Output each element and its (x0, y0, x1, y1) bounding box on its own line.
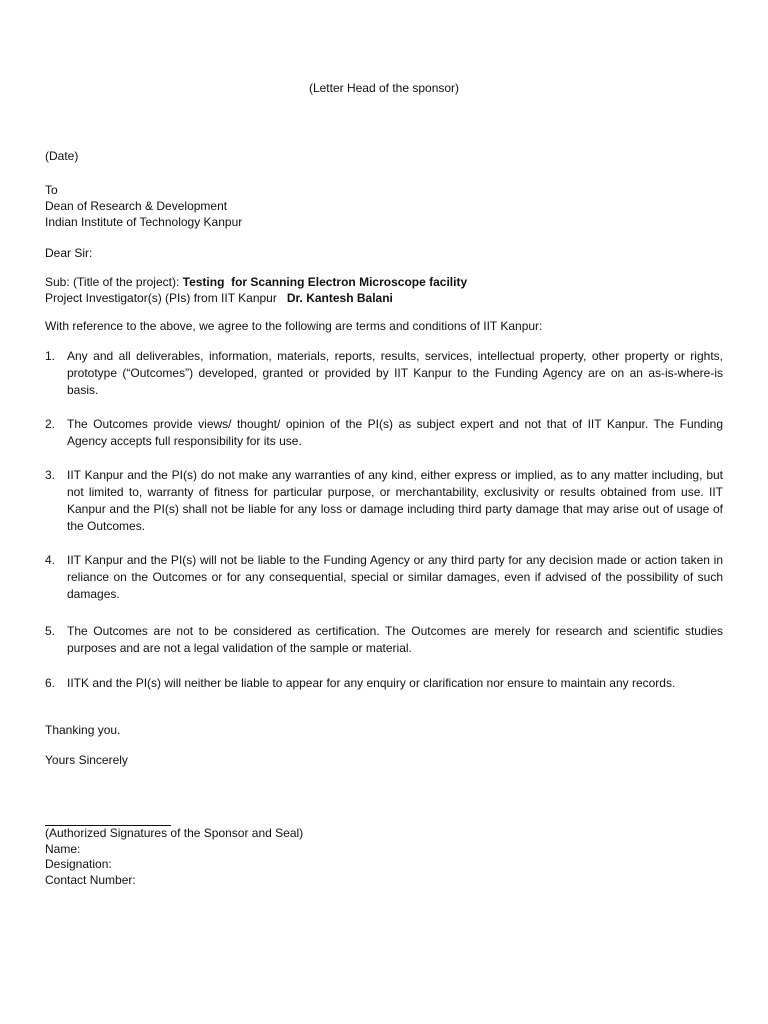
closing-thanks (45, 722, 723, 738)
project-title: Testing for Scanning Electron Microscope facility (182, 275, 468, 289)
signature-caption: (Authorized Signatures of the Sponsor and Seal) (45, 826, 304, 840)
salutation (45, 245, 723, 261)
pi-line (45, 290, 723, 306)
term-text: The Outcomes are not to be considered as certification. The Outcomes are merely for research and scientific studies purposes and are not a legal validation of the sample or material. (67, 624, 723, 655)
recipient-address (45, 182, 723, 230)
thanks-text: Thanking you. (45, 723, 121, 737)
intro-text: With reference to the above, we agree to the following are terms and conditions of IIT Kanpur: (45, 319, 543, 333)
term-text: IIT Kanpur and the PI(s) will not be liable to the Funding Agency or any third party for any decision made or action taken in reliance on the Outcomes or for any consequential, special or similar damages, even if advised of the possibility of such damages. (67, 553, 723, 601)
term-text: IIT Kanpur and the PI(s) do not make any warranties of any kind, either express or implied, as to any matter including, but not limited to, warranty of fitness for particular purpose, or merchantability, exclusivity or results obtained from use. IIT Kanpur and the PI(s) shall not be liable for any loss or damage including third party damage that may arise out of usage of the Outcomes. (67, 468, 723, 533)
date-placeholder (45, 148, 723, 164)
date-text: (Date) (45, 149, 79, 163)
recipient-to: To (45, 183, 58, 197)
term-number: 1. (45, 349, 56, 363)
letterhead-placeholder: (Letter Head of the sponsor) (308, 81, 460, 95)
subject-prefix: Sub: (Title of the project): (45, 275, 183, 289)
term-number: 4. (45, 553, 56, 567)
pi-prefix: Project Investigator(s) (PIs) from IIT Kanpur (45, 291, 287, 305)
sincerely-text: Yours Sincerely (45, 753, 128, 767)
contact-number-field-label: Contact Number: (45, 872, 136, 887)
name-field-label: Name: (45, 841, 81, 856)
closing-sincerely (45, 752, 723, 768)
salutation-text: Dear Sir: (45, 246, 93, 260)
recipient-line-1: Dean of Research & Development (45, 199, 228, 213)
recipient-line-2: Indian Institute of Technology Kanpur (45, 215, 243, 229)
term-number: 3. (45, 468, 56, 482)
term-text: IITK and the PI(s) will neither be liable to appear for any enquiry or clarification nor ensure to maintain any records. (67, 676, 676, 690)
subject-line (45, 274, 723, 290)
designation-field-label: Designation: (45, 857, 112, 871)
pi-name: Dr. Kantesh Balani (286, 291, 393, 305)
term-number: 6. (45, 676, 56, 690)
term-text: The Outcomes provide views/ thought/ opinion of the PI(s) as subject expert and not that of IIT Kanpur. The Funding Agency accepts full responsibility for its use. (67, 417, 723, 448)
intro-paragraph (45, 318, 723, 334)
term-number: 5. (45, 624, 56, 638)
term-text: Any and all deliverables, information, materials, reports, results, services, intellectual property, other property or rights, prototype (“Outcomes”) developed, granted or provided by IIT Kanpur to the Funding Agency are on an as-is-where-is basis. (67, 349, 723, 397)
subject-block (45, 274, 723, 306)
term-number: 2. (45, 417, 56, 431)
signature-block (45, 826, 723, 888)
